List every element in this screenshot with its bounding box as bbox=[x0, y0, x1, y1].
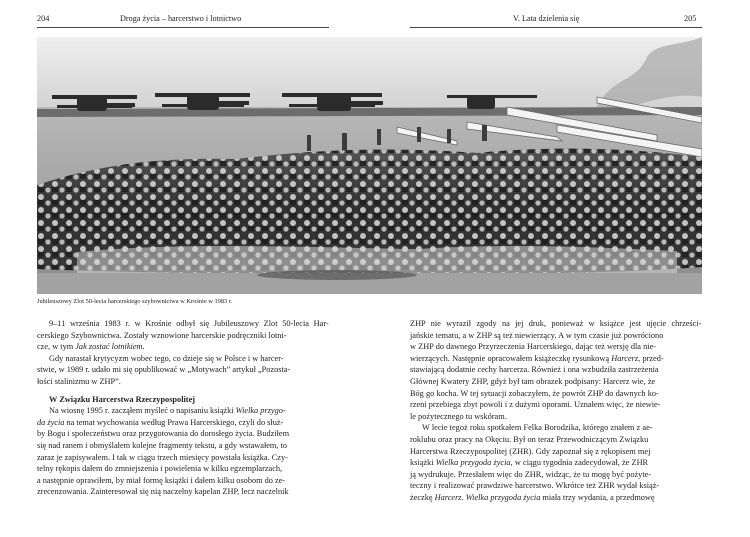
right-column bbox=[410, 318, 701, 504]
paragraph-line: le pożytecznego tu wskóram. bbox=[410, 411, 507, 421]
book-title: Jak zostać lotnikiem bbox=[75, 342, 143, 352]
section-heading: W Związku Harcerstwa Rzeczypospolitej bbox=[49, 394, 196, 404]
paragraph-line: by Bogu i społeczeństwu oraz przygotowania do dorosłego życia. Budziłem bbox=[37, 429, 290, 439]
paragraph-line: się nad ranem i obmyślałem kolejne fragmenty tekstu, a gdy wstawałem, to bbox=[37, 440, 287, 450]
paragraph-line: telny rękopis dałem do zmniejszenia i powielenia w kilku egzemplarzach, bbox=[37, 464, 283, 474]
paragraph-line: zrecenzowania. Zainteresował się nią naczelny kapelan ZHP, lecz naczelnik bbox=[37, 487, 289, 497]
book-title: da życia bbox=[37, 417, 65, 427]
paragraph-line: a następnie oprawiłem, by miał formę książki i dałem kilku osobom do ze- bbox=[37, 475, 286, 485]
paragraph-line: zaraz je zapisywałem. I tak w ciągu trzech miesięcy powstała książka. Czy- bbox=[37, 452, 288, 462]
book-title: Harcerz bbox=[611, 353, 639, 363]
group-photo bbox=[37, 37, 702, 294]
paragraph-line: książki Wielka przygoda życia, w ciągu tygodnia zadecydował, że ZHR bbox=[410, 458, 649, 468]
right-header-rule bbox=[410, 27, 702, 28]
paragraph-line: Bóg go kocha. W tej sytuacji zobaczyłem, że powrót ZHP do dawnych ko- bbox=[410, 388, 659, 398]
paragraph-line: W lecie tegoż roku spotkałem Felka Borodzika, którego znałem z ae- bbox=[422, 423, 653, 433]
paragraph-line: w ZHP do dawnego Przyrzeczenia Harcerskiego, dając też wersję dla nie- bbox=[410, 342, 657, 352]
paragraph-line: da życia na temat wychowania według Prawa Harcerskiego, czyli do służ- bbox=[37, 417, 284, 427]
left-running-title: Droga życia – harcerstwo i lotnictwo bbox=[120, 14, 242, 23]
paragraph-line: teczny i realizować prawdziwe harcerstwo. Wkrótce też ZHR wydał książ- bbox=[410, 481, 660, 491]
lying-scouts bbox=[257, 270, 417, 280]
paragraph-line: jańskie tematu, a w ZHP są też niewierzący. A w tym czasie już powróciono bbox=[410, 330, 664, 340]
left-column bbox=[37, 318, 329, 498]
paragraph-line: stawiającą dodatnie cechy harcerza. Również i ona wzbudziła zastrzeżenia bbox=[410, 365, 659, 375]
left-header-rule bbox=[37, 27, 329, 28]
paragraph-line: Na wiosnę 1995 r. zacząłem myśleć o napisaniu książki Wielka przygo- bbox=[49, 406, 286, 416]
book-title: Harcerz bbox=[434, 492, 462, 502]
paragraph-line: ją wydrukuje. Przesłałem więc do ZHR, widząc, że tu mogę być pożyte- bbox=[410, 469, 652, 479]
paragraph-line: Głównej Kwatery ZHP, gdyż był tam obrazek podpisany: Harcerz wie, że bbox=[410, 376, 656, 386]
book-title: Wielka przygo- bbox=[235, 406, 286, 416]
paragraph-line: roklubu oraz pracy na Okęciu. Był on teraz Przewodniczącym Związku bbox=[410, 434, 649, 444]
paragraph-line: ZHP nie wyraził zgody na jej druk, ponieważ w książce jest ujęcie chrześci- bbox=[410, 319, 702, 328]
paragraph-line: Gdy narastał krytycyzm wobec tego, co dzieje się w Polsce i w harcer- bbox=[49, 353, 284, 363]
left-page-number: 204 bbox=[37, 14, 50, 23]
right-running-title: V. Lata dzielenia się bbox=[513, 14, 580, 23]
paragraph-line: rzeni przebiega zbyt powoli i z dużymi oporami. Uznałem więc, że niewie- bbox=[410, 400, 661, 410]
paragraph-line: łości stalinizmu w ZHP”. bbox=[37, 376, 121, 386]
paragraph-line: żeczkę Harcerz. Wielka przygoda życia miała trzy wydania, a przedmowę bbox=[410, 492, 655, 502]
paragraph-line: 9–11 września 1983 r. w Krośnie odbył się Jubileuszowy Zlot 50-lecia Har- bbox=[49, 319, 329, 328]
group-photo-drawing bbox=[37, 37, 702, 294]
paragraph-line: stwie, w 1989 r. udało mi się opublikować w „Motywach” artykuł „Pozosta- bbox=[37, 365, 291, 375]
paragraph-line: Harcerstwa Rzeczypospolitej (ZHR). Gdy zapoznał się z rękopisem mej bbox=[410, 446, 651, 456]
paragraph-line: cze, w tym Jak zostać lotnikiem. bbox=[37, 342, 145, 352]
right-page-number: 205 bbox=[684, 14, 697, 23]
book-title: Wielka przygoda życia bbox=[465, 492, 541, 502]
photo-caption: Jubileuszowy Zlot 50-lecia harcerskiego szybownictwa w Krośnie w 1983 r. bbox=[37, 298, 233, 305]
book-title: Wielka przygoda życia bbox=[435, 458, 511, 468]
paragraph-line: cerskiego Szybownictwa. Zostały wznowione harcerskie podręczniki lotni- bbox=[37, 330, 287, 340]
paragraph-line: wierzących. Następnie opracowałem książeczkę rysunkową Harcerz, przed- bbox=[410, 353, 664, 363]
